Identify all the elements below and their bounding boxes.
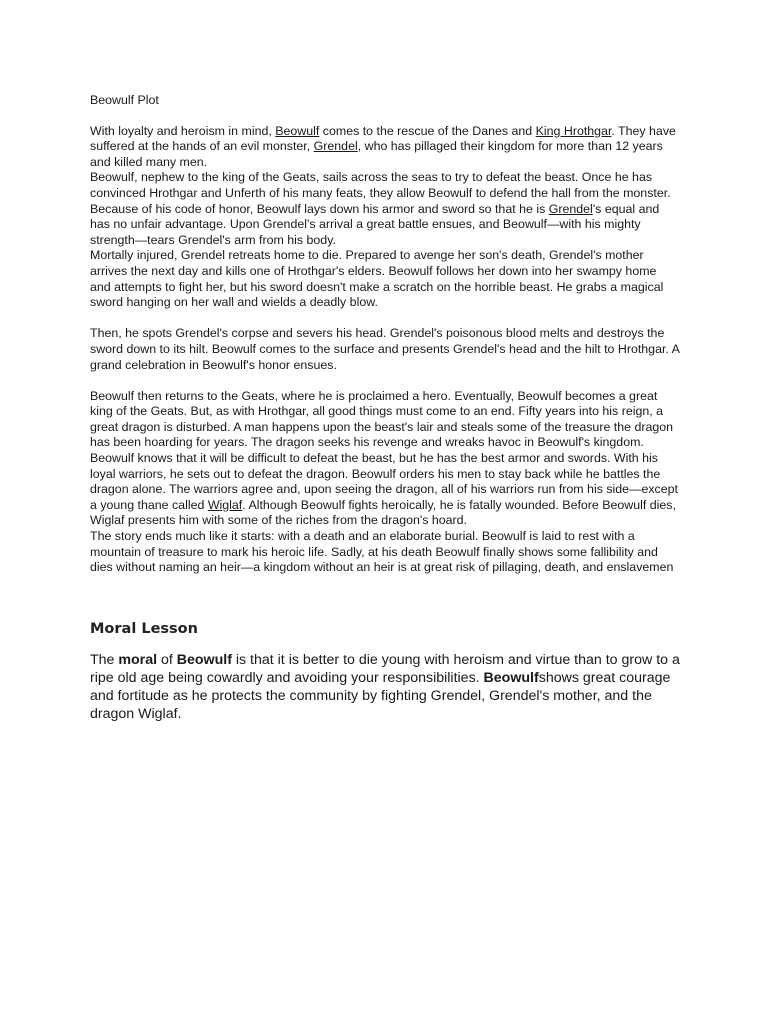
text-span: shows great courage and fortitude as he protects the community by fighting Grendel, Grendel's mother, and the dragon Wiglaf.	[90, 670, 671, 723]
text-span: With loyalty and heroism in mind,	[90, 123, 276, 138]
text-span: , who has pillaged their kingdom for more than 12 years and killed many men.	[90, 139, 663, 169]
link-beowulf[interactable]: Beowulf	[275, 123, 320, 138]
paragraph-intro	[90, 124, 680, 171]
paragraph-dragon	[90, 389, 680, 529]
text-span: . Although Beowulf fights heroically, he is fatally wounded. Before Beowulf dies, Wiglaf presents him with some of the riches from the dragon's hoard.	[90, 497, 676, 528]
bold-text: moral	[118, 651, 158, 668]
text-span: is that it is better to die young with heroism and virtue than to grow to a ripe old age being cowardly and avoiding your responsibilities.	[90, 651, 680, 687]
link-grendel[interactable]: Grendel	[548, 201, 593, 216]
link-king-hrothgar[interactable]: King Hrothgar	[535, 123, 612, 138]
text-span: The	[90, 651, 119, 668]
link-grendel[interactable]: Grendel	[313, 139, 358, 154]
text-span: 's equal and has no unfair advantage. Upon Grendel's arrival a great battle ensues, and Beowulf—with his mighty strength—tears Grendel's arm from his body.	[90, 201, 660, 247]
bold-text: Beowulf	[176, 651, 232, 668]
paragraph-spacer	[90, 311, 680, 327]
document-title: Beowulf Plot	[90, 93, 159, 107]
text-span: comes to the rescue of the Danes and	[319, 123, 536, 138]
moral-paragraph	[90, 651, 680, 724]
paragraph-ending: The story ends much like it starts: with a death and an elaborate burial. Beowulf is laid to rest with a mountain of treasure to mark his heroic life. Sadly, at his death Beowulf finally shows some fallibility and dies without naming an heir—a kingdom without an heir is at great risk of pillaging, death, and enslavemen	[90, 529, 674, 575]
link-wiglaf[interactable]: Wiglaf	[207, 497, 243, 512]
paragraph-spacer	[90, 373, 680, 389]
paragraph-battle	[90, 170, 680, 248]
text-span: . They have suffered at the hands of an evil monster,	[90, 123, 676, 154]
document-page	[90, 93, 680, 724]
moral-lesson-heading: Moral Lesson	[90, 620, 198, 637]
paragraph-celebration: Then, he spots Grendel's corpse and severs his head. Grendel's poisonous blood melts and destroys the sword down to its hilt. Beowulf comes to the surface and presents Grendel's head and the hilt to Hrothgar. A grand celebration in Beowulf's honor ensues.	[90, 326, 680, 372]
text-span: of	[157, 651, 177, 668]
text-span: Beowulf, nephew to the king of the Geats, sails across the seas to try to defeat the beast. Once he has convinced Hrothgar and Unferth of his many feats, they allow Beowulf to defend the hall from the monster. Because of his code of honor, Beowulf lays down his armor and sword so that he is	[90, 170, 671, 216]
bold-text: Beowulf	[483, 670, 539, 687]
paragraph-mother: Mortally injured, Grendel retreats home to die. Prepared to avenge her son's death, Grendel's mother arrives the next day and kills one of Hrothgar's elders. Beowulf follows her down into her swampy home and attempts to fight her, but his sword doesn't make a scratch on the horrible beast. He grabs a magical sword hanging on her wall and wields a deadly blow.	[90, 248, 664, 310]
text-span: Beowulf then returns to the Geats, where he is proclaimed a hero. Eventually, Beowulf becomes a great king of the Geats. But, as with Hrothgar, all good things must come to an end. Fifty years into his reign, a great dragon is disturbed. A man happens upon the beast's lair and steals some of the treasure the dragon has been hoarding for years. The dragon seeks his revenge and wreaks havoc in Beowulf's kingdom. Beowulf knows that it will be difficult to defeat the beast, but he has the best armor and swords. With his loyal warriors, he sets out to defeat the dragon. Beowulf orders his men to stay back while he battles the dragon alone. The warriors agree and, upon seeing the dragon, all of his warriors run from his side—except a young thane called	[90, 388, 678, 512]
